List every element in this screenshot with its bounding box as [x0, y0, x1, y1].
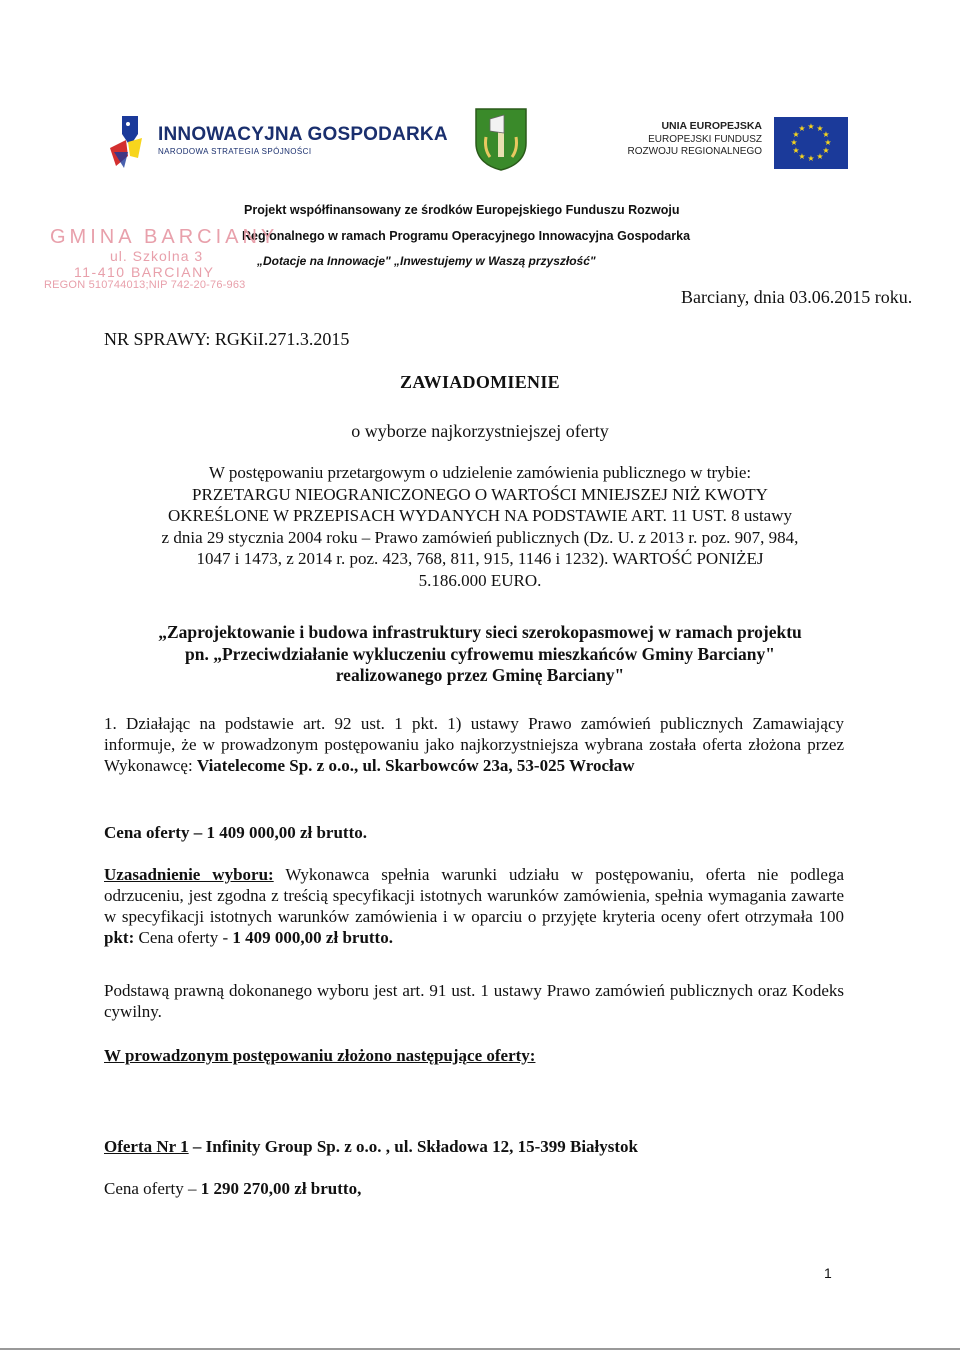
stamp-line-3: 11-410 BARCIANY: [74, 264, 215, 280]
project-name-line-2: pn. „Przeciwdziałanie wykluczeniu cyfrowemu mieszkańców Gminy Barciany": [185, 643, 775, 664]
stamp-line-4: REGON 510744013;NIP 742-20-76-963: [44, 279, 246, 291]
svg-text:★: ★: [822, 146, 830, 155]
stamp-line-2: ul. Szkolna 3: [110, 248, 204, 264]
procedure-line-2: PRZETARGU NIEOGRANICZONEGO O WARTOŚCI MNIEJSZEJ NIŻ KWOTY: [192, 484, 768, 504]
offer-1-price: [104, 1178, 844, 1199]
place-date: Barciany, dnia 03.06.2015 roku.: [681, 287, 913, 307]
point-1-paragraph: [104, 713, 844, 776]
procedure-line-6: 5.186.000 EURO.: [418, 570, 542, 590]
eu-flag-icon: [774, 117, 848, 169]
eu-text-block: [628, 120, 762, 159]
offer-1-line: [104, 1136, 844, 1157]
eu-line-3: ROZWOJU REGIONALNEGO: [627, 146, 762, 157]
project-name-line-3: realizowanego przez Gminę Barciany": [335, 665, 625, 685]
offer-1-price-text: Cena oferty – 1 290 270,00 zł brutto,: [104, 1179, 362, 1198]
procedure-line-4: z dnia 29 stycznia 2004 roku – Prawo zamówień publicznych (Dz. U. z 2013 r. poz. 907, 984,: [161, 527, 799, 547]
project-name-line-1: „Zaprojektowanie i budowa infrastruktury sieci szerokopasmowej w ramach projektu: [158, 622, 802, 642]
stamp-line-1: GMINA BARCIANY: [50, 226, 279, 248]
document-title: ZAWIADOMIENIE: [400, 372, 560, 392]
offers-heading-wrap: [104, 1045, 844, 1066]
scan-edge-line: [0, 1348, 960, 1350]
project-line-1: Projekt współfinansowany ze środków Europejskiego Funduszu Rozwoju: [244, 203, 680, 217]
svg-text:★: ★: [792, 146, 800, 155]
svg-text:★: ★: [798, 152, 806, 161]
offer-price: Cena oferty – 1 409 000,00 zł brutto.: [104, 823, 367, 842]
offer-1-label: Oferta Nr 1: [104, 1137, 189, 1156]
svg-text:★: ★: [792, 130, 800, 139]
procedure-line-3: OKREŚLONE W PRZEPISACH WYDANYCH NA PODSTAWIE ART. 11 UST. 8 ustawy: [167, 506, 793, 525]
justification-text: Wykonawca spełnia warunki udziału w postępowaniu, oferta nie podlega odrzuceniu, jest zgodna z treścią specyfikacji istotnych warunków zamówienia, spełnia wymagania zawarte w specyfikacji istotnych warunków zamówienia i w oparciu o przyjęte kryteria oceny ofert otrzymała 100: [104, 865, 845, 926]
svg-text:★: ★: [816, 152, 824, 161]
coat-of-arms-icon: [474, 107, 528, 171]
project-line-2: Regionalnego w ramach Programu Operacyjnego Innowacyjna Gospodarka: [242, 229, 691, 243]
justification-text-2: Cena oferty -: [134, 928, 233, 947]
innowacyjna-gospodarka-title: INNOWACYJNA GOSPODARKA: [158, 124, 448, 145]
svg-text:★: ★: [807, 122, 815, 131]
point-1-contractor: Viatelecome Sp. z o.o., ul. Skarbowców 23a, 53-025 Wrocław: [196, 756, 635, 775]
procedure-block: [100, 462, 860, 591]
justification-price: 1 409 000,00 zł brutto.: [232, 928, 393, 947]
innowacyjna-gospodarka-logo: [108, 112, 156, 172]
svg-text:★: ★: [798, 124, 806, 133]
offers-heading: W prowadzonym postępowaniu złożono następujące oferty:: [104, 1046, 536, 1065]
svg-text:★: ★: [807, 154, 815, 163]
project-line-3: „Dotacje na Innowacje" „Inwestujemy w Waszą przyszłość": [257, 254, 596, 268]
document-subtitle: o wyborze najkorzystniejszej oferty: [351, 421, 609, 441]
svg-text:★: ★: [824, 138, 832, 147]
eu-line-1: UNIA EUROPEJSKA: [661, 120, 762, 132]
procedure-line-5: 1047 i 1473, z 2014 r. poz. 423, 768, 811, 915, 1146 i 1232). WARTOŚĆ PONIŻEJ: [196, 549, 764, 568]
eu-line-2: EUROPEJSKI FUNDUSZ: [648, 133, 762, 145]
page-number: 1: [824, 1265, 832, 1281]
legal-basis: Podstawą prawną dokonanego wyboru jest art. 91 ust. 1 ustawy Prawo zamówień publicznych oraz Kodeks cywilny.: [104, 981, 844, 1021]
svg-text:★: ★: [790, 138, 798, 147]
project-name-block: [100, 622, 860, 687]
procedure-line-1: W postępowaniu przetargowym o udzielenie zamówienia publicznego w trybie:: [208, 463, 752, 482]
justification-label: Uzasadnienie wyboru:: [104, 865, 274, 884]
justification-paragraph: [104, 864, 844, 948]
innowacyjna-gospodarka-subtitle: NARODOWA STRATEGIA SPÓJNOŚCI: [158, 147, 312, 156]
case-number: NR SPRAWY: RGKiI.271.3.2015: [104, 329, 350, 349]
point-1-text: 1. Działając na podstawie art. 92 ust. 1 pkt. 1) ustawy Prawo zamówień publicznych Zamawiający informuje, że w prowadzonym postępowaniu jako najkorzystniejsza wybrana została oferta złożona przez Wykonawcę:: [104, 714, 844, 775]
svg-text:★: ★: [822, 130, 830, 139]
justification-points: pkt:: [104, 928, 135, 947]
svg-text:★: ★: [816, 124, 824, 133]
offer-1-text: – Infinity Group Sp. z o.o. , ul. Składowa 12, 15-399 Białystok: [188, 1137, 638, 1156]
